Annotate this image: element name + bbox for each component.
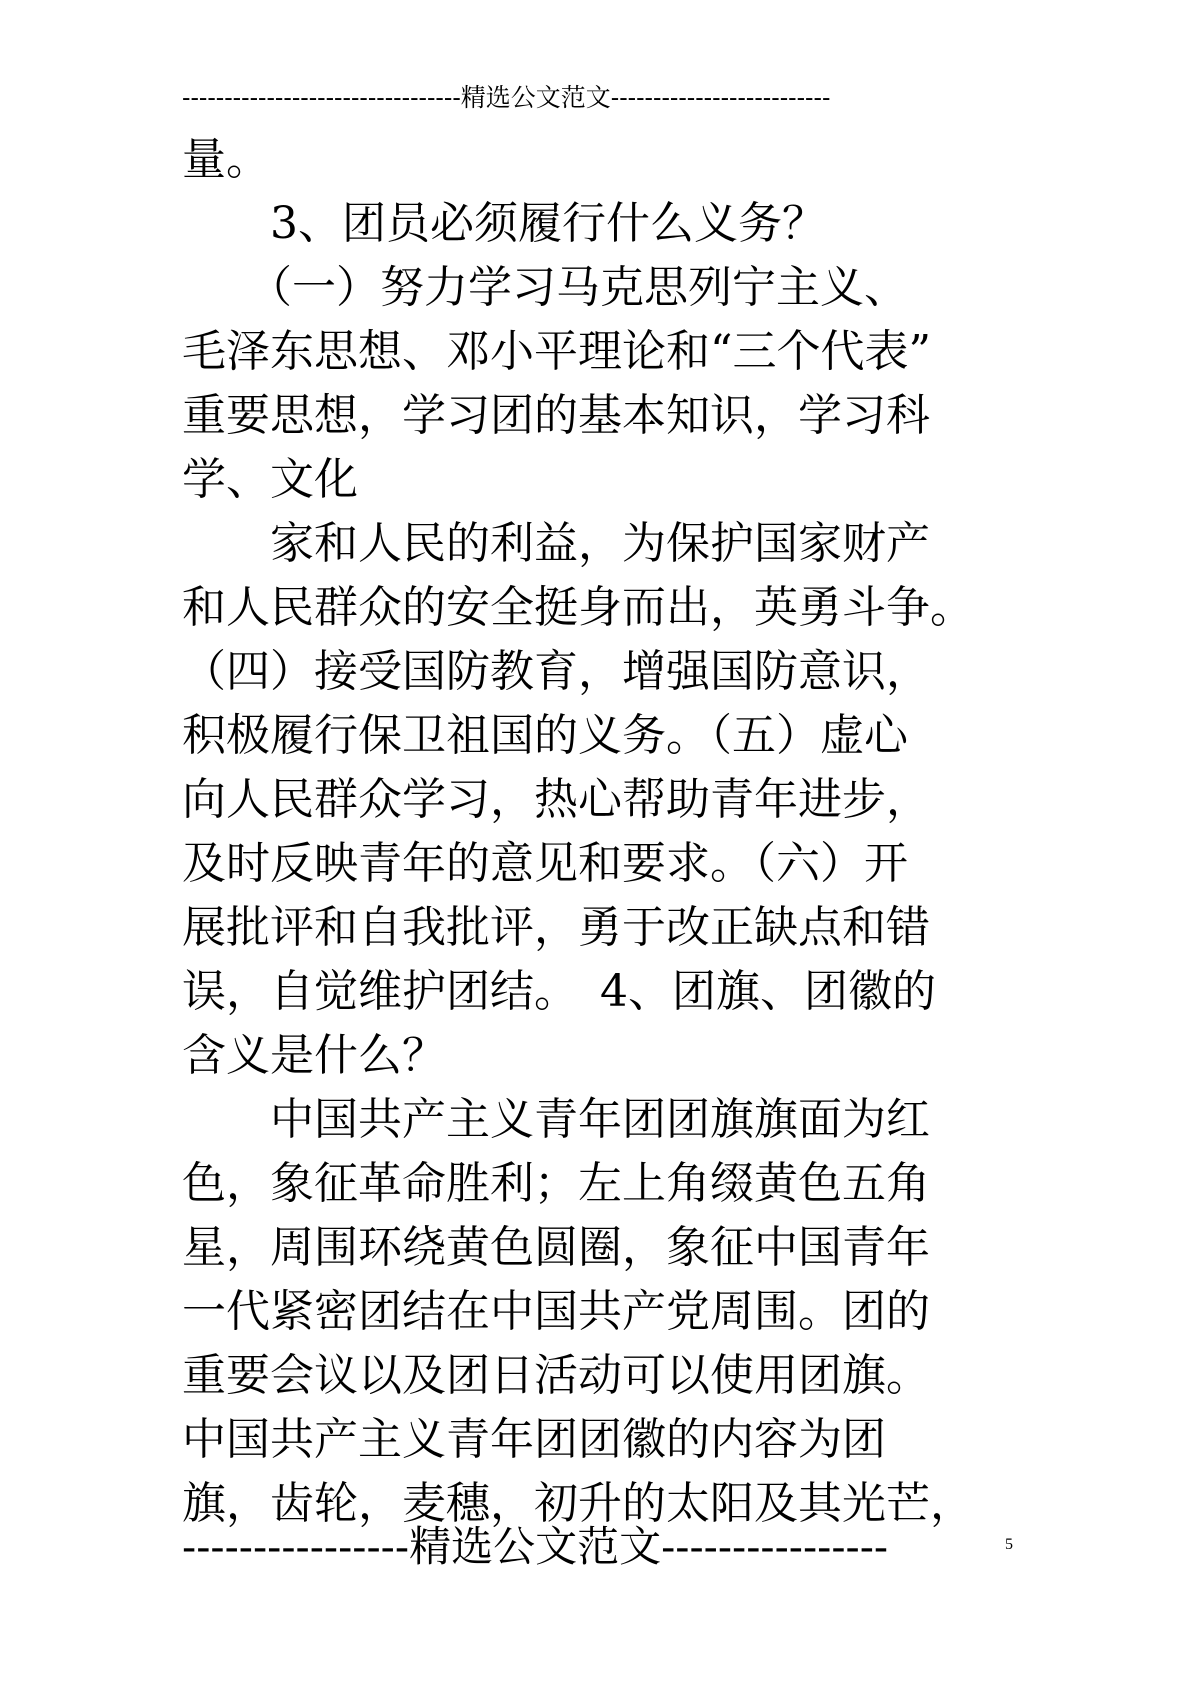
body-line: 色，象征革命胜利；左上角缀黄色五角 xyxy=(182,1158,930,1209)
page-number: 5 xyxy=(1005,1536,1013,1553)
body-line: 星，周围环绕黄色圆圈，象征中国青年 xyxy=(182,1222,930,1273)
body-line: 及时反映青年的意见和要求。（六）开 xyxy=(182,838,908,889)
body-line: 旗，齿轮，麦穗，初升的太阳及其光芒， xyxy=(182,1478,974,1529)
body-line: 含义是什么？ xyxy=(182,1030,446,1081)
body-line: （一）努力学习马克思列宁主义、 xyxy=(182,262,908,313)
body-line: 中国共产主义青年团团旗旗面为红 xyxy=(182,1094,930,1145)
document-body xyxy=(182,128,1022,1536)
body-line: 和人民群众的安全挺身而出，英勇斗争。 xyxy=(182,582,974,633)
body-line: 一代紧密团结在中国共产党周围。团的 xyxy=(182,1286,930,1337)
body-line: 积极履行保卫祖国的义务。（五）虚心 xyxy=(182,710,908,761)
body-line: 重要思想，学习团的基本知识，学习科 xyxy=(182,390,930,441)
body-line: 展批评和自我批评，勇于改正缺点和错 xyxy=(182,902,930,953)
body-line: 3、团员必须履行什么义务？ xyxy=(182,198,826,249)
page-footer: ----------------精选公文范文---------------- xyxy=(182,1522,889,1571)
body-line: 重要会议以及团日活动可以使用团旗。 xyxy=(182,1350,930,1401)
body-line: 毛泽东思想、邓小平理论和“三个代表” xyxy=(182,326,931,377)
body-line: 学、文化 xyxy=(182,454,358,505)
body-line: 中国共产主义青年团团徽的内容为团 xyxy=(182,1414,886,1465)
body-line: 量。 xyxy=(182,134,270,185)
page-header: ---------------------------------精选公文范文-------------------------- xyxy=(182,83,831,112)
body-line: 误，自觉维护团结。 4、团旗、团徽的 xyxy=(182,966,936,1017)
body-line: （四）接受国防教育，增强国防意识， xyxy=(182,646,930,697)
body-line: 向人民群众学习，热心帮助青年进步， xyxy=(182,774,930,825)
body-line: 家和人民的利益，为保护国家财产 xyxy=(182,518,930,569)
